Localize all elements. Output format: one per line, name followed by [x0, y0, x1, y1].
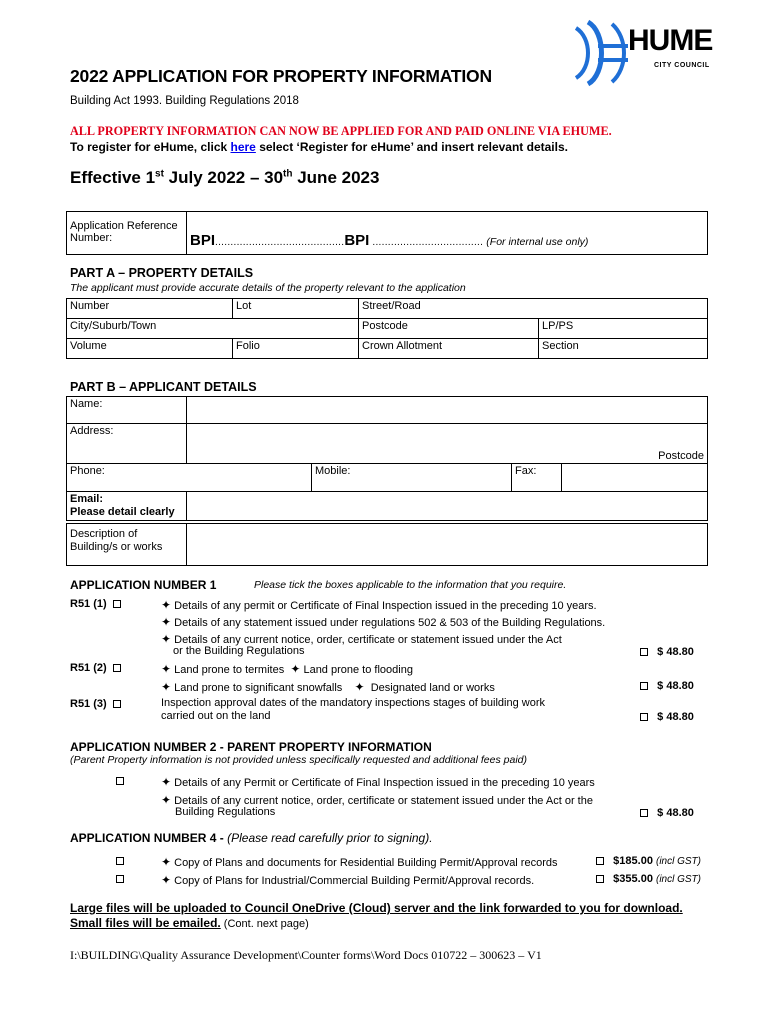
app2-fee-checkbox[interactable] — [640, 809, 648, 817]
fax-value-field[interactable] — [562, 464, 708, 492]
app2-note: (Parent Property information is not provided unless specifically requested and additional fees paid) — [70, 754, 528, 766]
description-table — [66, 523, 708, 566]
app1-heading: APPLICATION NUMBER 1 — [70, 578, 217, 592]
star-bullet-icon: ✦ — [354, 680, 365, 694]
property-table — [66, 298, 708, 359]
app4-checkbox-1 — [116, 855, 124, 867]
logo-word: HUME — [628, 24, 713, 57]
app4-checkbox-2 — [116, 873, 124, 885]
app2-item-1: ✦ Details of any Permit or Certificate of Final Inspection issued in the preceding 10 years — [161, 775, 595, 789]
star-bullet-icon: ✦ — [161, 662, 172, 676]
page-title: 2022 APPLICATION FOR PROPERTY INFORMATION — [70, 66, 492, 86]
app4-heading: APPLICATION NUMBER 4 - (Please read carefully prior to signing). — [70, 831, 433, 845]
name-label: Name: — [67, 397, 187, 424]
star-bullet-icon: ✦ — [161, 873, 172, 887]
cell-lot[interactable]: Lot — [233, 299, 359, 319]
part-a-note: The applicant must provide accurate details of the property relevant to the application — [70, 282, 466, 294]
app4-item-1-checkbox[interactable] — [116, 857, 124, 865]
app2-item-2: ✦ Details of any current notice, order, certificate or statement issued under the Act or the — [161, 793, 593, 807]
fee-1-checkbox[interactable] — [640, 648, 648, 656]
hume-logo — [568, 18, 718, 88]
cell-suburb[interactable]: City/Suburb/Town — [67, 319, 359, 339]
name-field[interactable] — [187, 397, 708, 424]
app4-item-1: ✦ Copy of Plans and documents for Residential Building Permit/Approval records — [161, 855, 558, 869]
app1-item-3: ✦ Details of any current notice, order, certificate or statement issued under the Act — [161, 632, 562, 646]
reference-field[interactable]: BPI..........................................BPI .................................... (For internal use only) — [187, 212, 708, 255]
part-a-heading: PART A – PROPERTY DETAILS — [70, 266, 254, 280]
cell-crown-allotment[interactable]: Crown Allotment — [359, 339, 539, 359]
cell-lp-ps[interactable]: LP/PS — [539, 319, 708, 339]
phone-field[interactable]: Phone: — [67, 464, 312, 492]
part-b-heading: PART B – APPLICANT DETAILS — [70, 380, 257, 394]
register-link[interactable]: here — [230, 140, 256, 154]
register-instructions: To register for eHume, click here select ‘Register for eHume’ and insert relevant details. — [70, 140, 568, 154]
star-bullet-icon: ✦ — [161, 680, 172, 694]
star-bullet-icon: ✦ — [161, 793, 172, 807]
app1-inspection-2: carried out on the land — [161, 710, 271, 722]
fax-field[interactable]: Fax: — [512, 464, 562, 492]
star-bullet-icon: ✦ — [161, 632, 172, 646]
effective-dates: Effective 1st July 2022 – 30th June 2023 — [70, 168, 380, 187]
app4-fee-1: $185.00 (incl GST) — [596, 855, 701, 867]
online-notice: ALL PROPERTY INFORMATION CAN NOW BE APPLIED FOR AND PAID ONLINE VIA EHUME. — [70, 124, 612, 138]
app2-item-3: Building Regulations — [175, 806, 276, 818]
r51-2-checkbox[interactable] — [113, 664, 121, 672]
cell-section[interactable]: Section — [539, 339, 708, 359]
cell-street[interactable]: Street/Road — [359, 299, 708, 319]
cell-number[interactable]: Number — [67, 299, 233, 319]
postcode-label: Postcode — [658, 450, 704, 462]
star-bullet-icon: ✦ — [161, 775, 172, 789]
app1-item-3b: or the Building Regulations — [173, 645, 305, 657]
app1-item-1: ✦ Details of any permit or Certificate of Final Inspection issued in the preceding 10 years. — [161, 598, 597, 612]
app1-item-2: ✦ Details of any statement issued under regulations 502 & 503 of the Building Regulations. — [161, 615, 606, 629]
star-bullet-icon: ✦ — [161, 855, 172, 869]
app1-fee-2: $ 48.80 — [640, 680, 694, 692]
app4-fee-2: $355.00 (incl GST) — [596, 873, 701, 885]
r51-3-label: R51 (3) — [70, 698, 121, 710]
address-field[interactable] — [187, 424, 708, 464]
app4-item-2-checkbox[interactable] — [116, 875, 124, 883]
r51-1-label: R51 (1) — [70, 598, 121, 610]
cell-postcode[interactable]: Postcode — [359, 319, 539, 339]
app2-item-checkbox[interactable] — [116, 777, 124, 785]
reference-label: Application Reference Number: — [67, 212, 187, 255]
page-subtitle: Building Act 1993. Building Regulations 2018 — [70, 95, 299, 107]
email-label: Email: Please detail clearly — [67, 492, 187, 521]
footer-path: I:\BUILDING\Quality Assurance Development\Counter forms\Word Docs 010722 – 300623 – V1 — [70, 948, 542, 962]
star-bullet-icon: ✦ — [290, 662, 301, 676]
cell-volume[interactable]: Volume — [67, 339, 233, 359]
app1-inspection-1: Inspection approval dates of the mandatory inspections stages of building work — [161, 697, 546, 709]
fee-3-checkbox[interactable] — [640, 713, 648, 721]
logo-sub: CITY COUNCIL — [654, 62, 710, 69]
large-files-note: Large files will be uploaded to Council OneDrive (Cloud) server and the link forwarded to you for download. — [70, 901, 683, 915]
app1-fee-1: $ 48.80 — [640, 646, 694, 658]
applicant-table — [66, 396, 708, 521]
description-field[interactable] — [187, 524, 708, 566]
description-label: Description of Building/s or works — [67, 524, 187, 566]
r51-1-checkbox[interactable] — [113, 600, 121, 608]
app1-fee-3: $ 48.80 — [640, 711, 694, 723]
r51-3-checkbox[interactable] — [113, 700, 121, 708]
app1-note: Please tick the boxes applicable to the information that you require. — [254, 579, 567, 591]
app2-heading: APPLICATION NUMBER 2 - PARENT PROPERTY INFORMATION — [70, 740, 432, 754]
app4-fee-2-checkbox[interactable] — [596, 875, 604, 883]
mobile-field[interactable]: Mobile: — [312, 464, 512, 492]
reference-table — [66, 211, 708, 255]
app1-snow-designated: ✦ Land prone to significant snowfalls ✦ Designated land or works — [161, 680, 495, 694]
app2-fee: $ 48.80 — [640, 807, 694, 819]
app2-checkbox — [116, 775, 124, 787]
email-field[interactable] — [187, 492, 708, 521]
app1-termites-flooding: ✦ Land prone to termites ✦ Land prone to flooding — [161, 662, 413, 676]
fee-2-checkbox[interactable] — [640, 682, 648, 690]
cell-folio[interactable]: Folio — [233, 339, 359, 359]
r51-2-label: R51 (2) — [70, 662, 121, 674]
app4-fee-1-checkbox[interactable] — [596, 857, 604, 865]
star-bullet-icon: ✦ — [161, 615, 172, 629]
address-label: Address: — [67, 424, 187, 464]
small-files-note: Small files will be emailed. (Cont. next page) — [70, 916, 309, 930]
star-bullet-icon: ✦ — [161, 598, 172, 612]
app4-item-2: ✦ Copy of Plans for Industrial/Commercial Building Permit/Approval records. — [161, 873, 535, 887]
